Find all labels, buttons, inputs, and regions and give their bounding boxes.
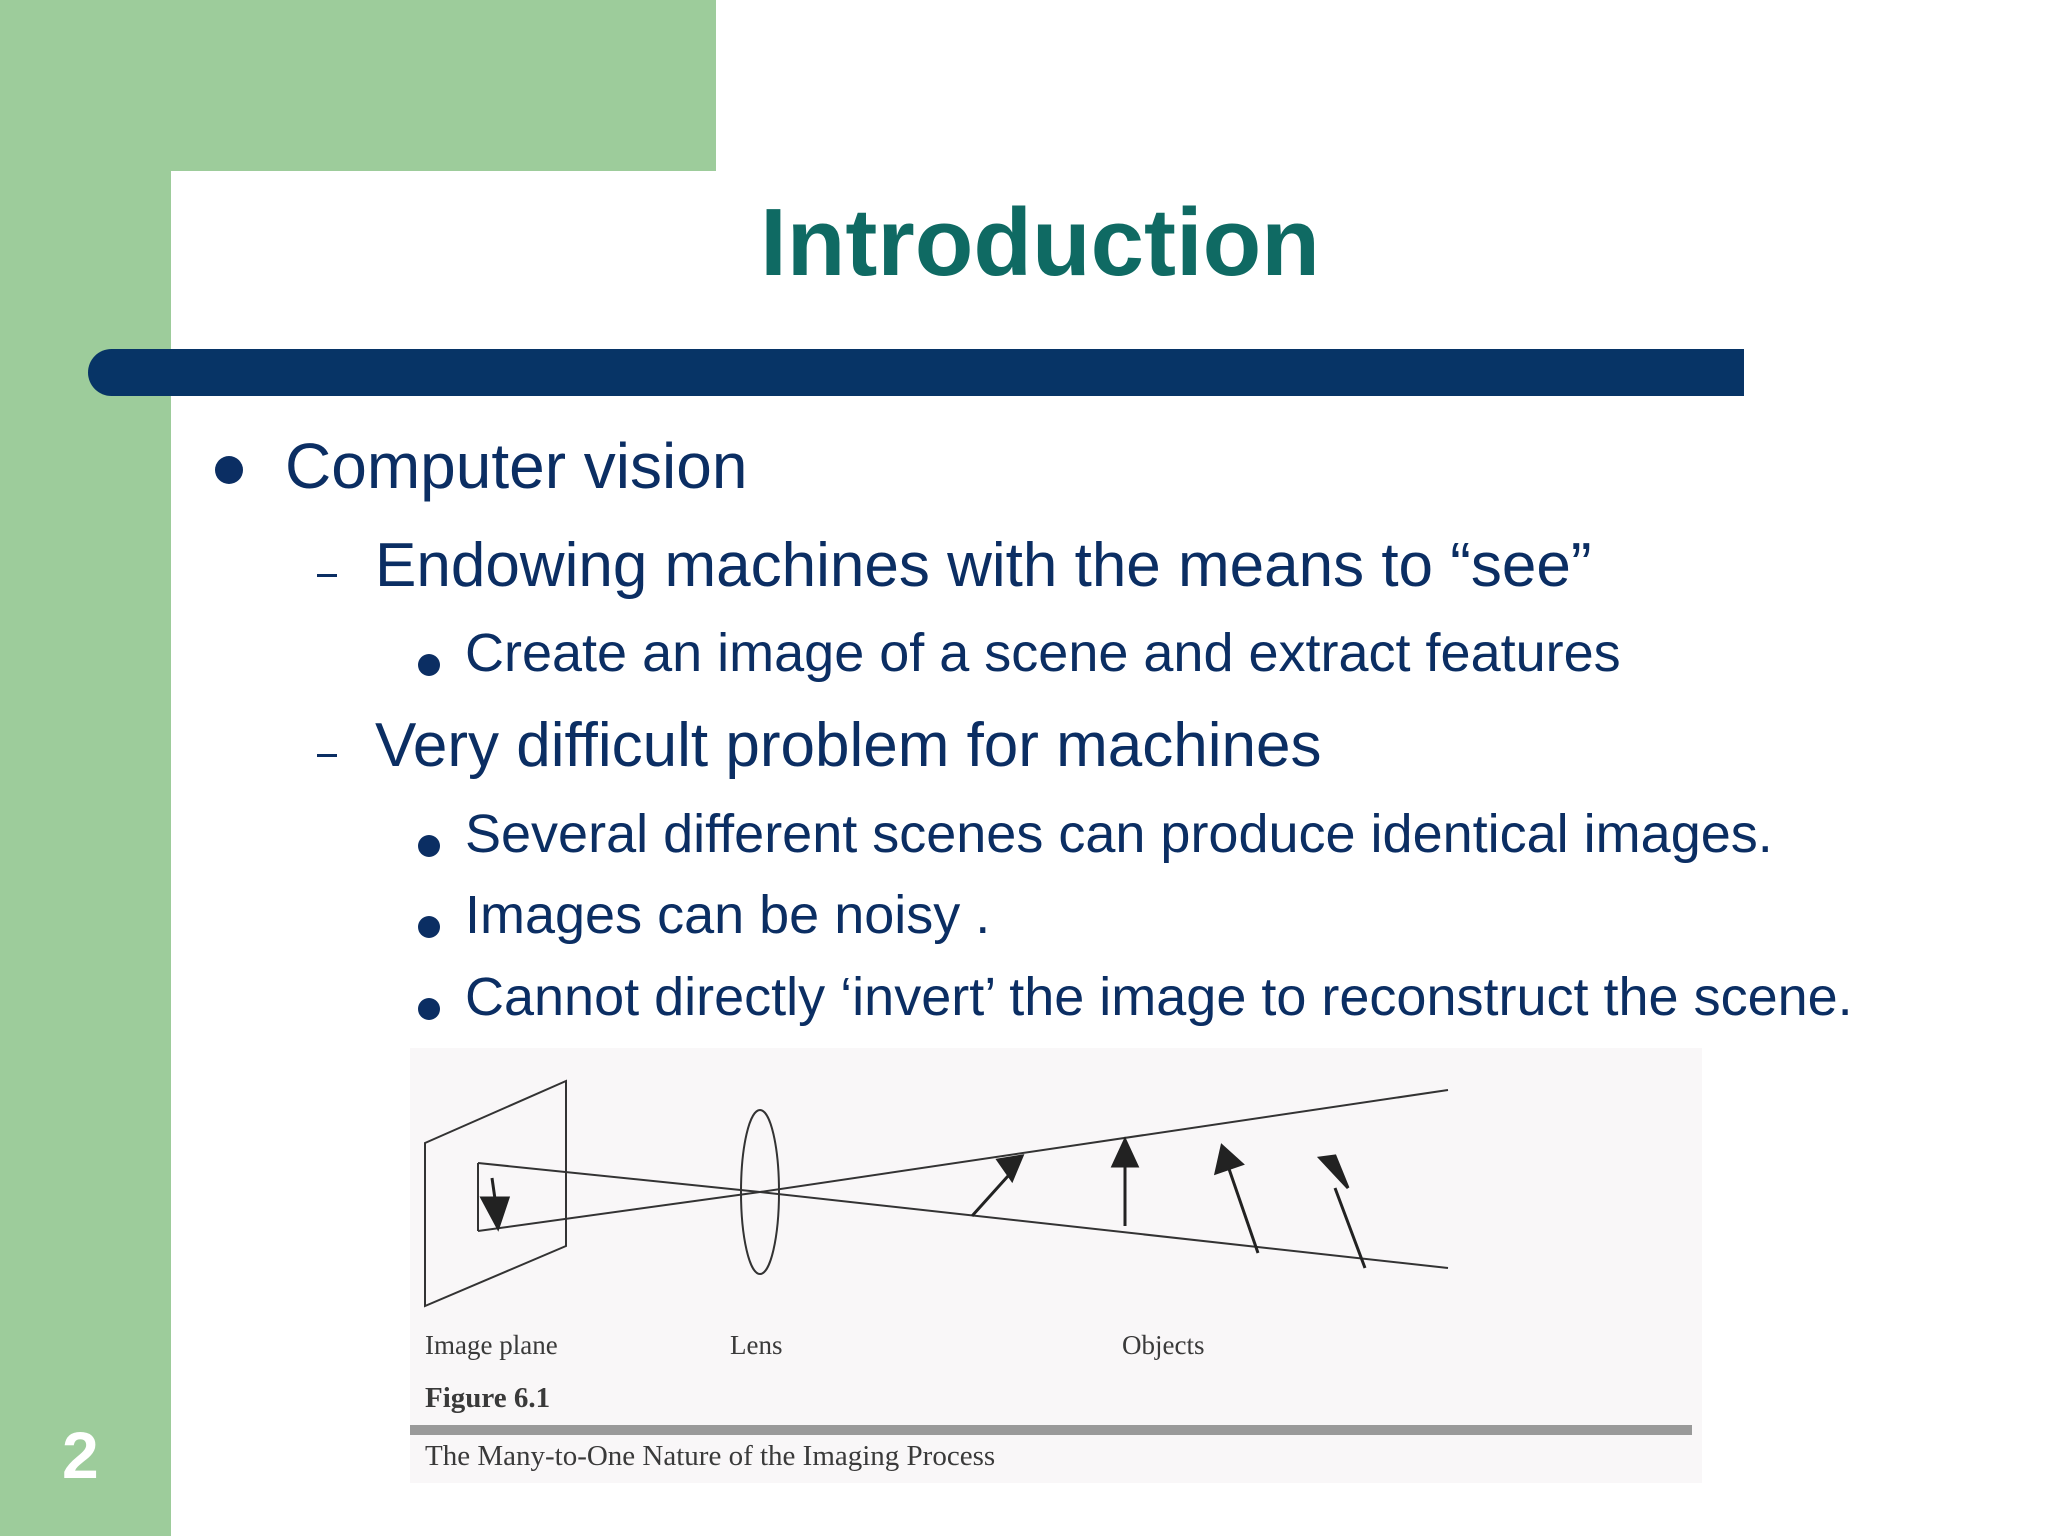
sub-sub-bullet-scenes: Several different scenes can produce identical images. bbox=[465, 804, 1773, 864]
sub-sub-bullet-create: Create an image of a scene and extract features bbox=[465, 623, 1621, 683]
label-image-plane: Image plane bbox=[425, 1330, 558, 1360]
slide-page-number: 2 bbox=[62, 1418, 99, 1492]
bullet-icon bbox=[418, 998, 440, 1020]
bullet-computer-vision: Computer vision bbox=[285, 430, 748, 502]
sub-bullet-endowing: Endowing machines with the means to “see” bbox=[375, 531, 1592, 600]
dash-icon bbox=[317, 574, 337, 577]
sub-sub-bullet-noisy: Images can be noisy . bbox=[465, 885, 991, 945]
sub-bullet-difficult: Very difficult problem for machines bbox=[375, 711, 1322, 780]
bullet-icon bbox=[418, 835, 440, 857]
label-lens: Lens bbox=[730, 1330, 783, 1360]
bullet-icon bbox=[418, 916, 440, 938]
green-side-panel bbox=[0, 0, 171, 1536]
object-arrow bbox=[972, 1176, 1008, 1216]
imaging-process-figure bbox=[410, 1048, 1702, 1483]
label-objects: Objects bbox=[1122, 1330, 1205, 1360]
figure-caption: The Many-to-One Nature of the Imaging Process bbox=[425, 1440, 996, 1472]
green-top-panel bbox=[0, 0, 716, 171]
figure-number: Figure 6.1 bbox=[425, 1382, 551, 1414]
title-underline-bar bbox=[88, 349, 1744, 396]
object-arrow bbox=[1228, 1166, 1258, 1253]
dash-icon bbox=[317, 754, 337, 757]
bullet-icon bbox=[418, 654, 440, 676]
slide-title: Introduction bbox=[760, 189, 1320, 296]
bullet-icon bbox=[215, 456, 243, 484]
sub-sub-bullet-invert: Cannot directly ‘invert’ the image to reconstruct the scene. bbox=[465, 967, 1853, 1027]
imaging-diagram bbox=[410, 1048, 1702, 1483]
